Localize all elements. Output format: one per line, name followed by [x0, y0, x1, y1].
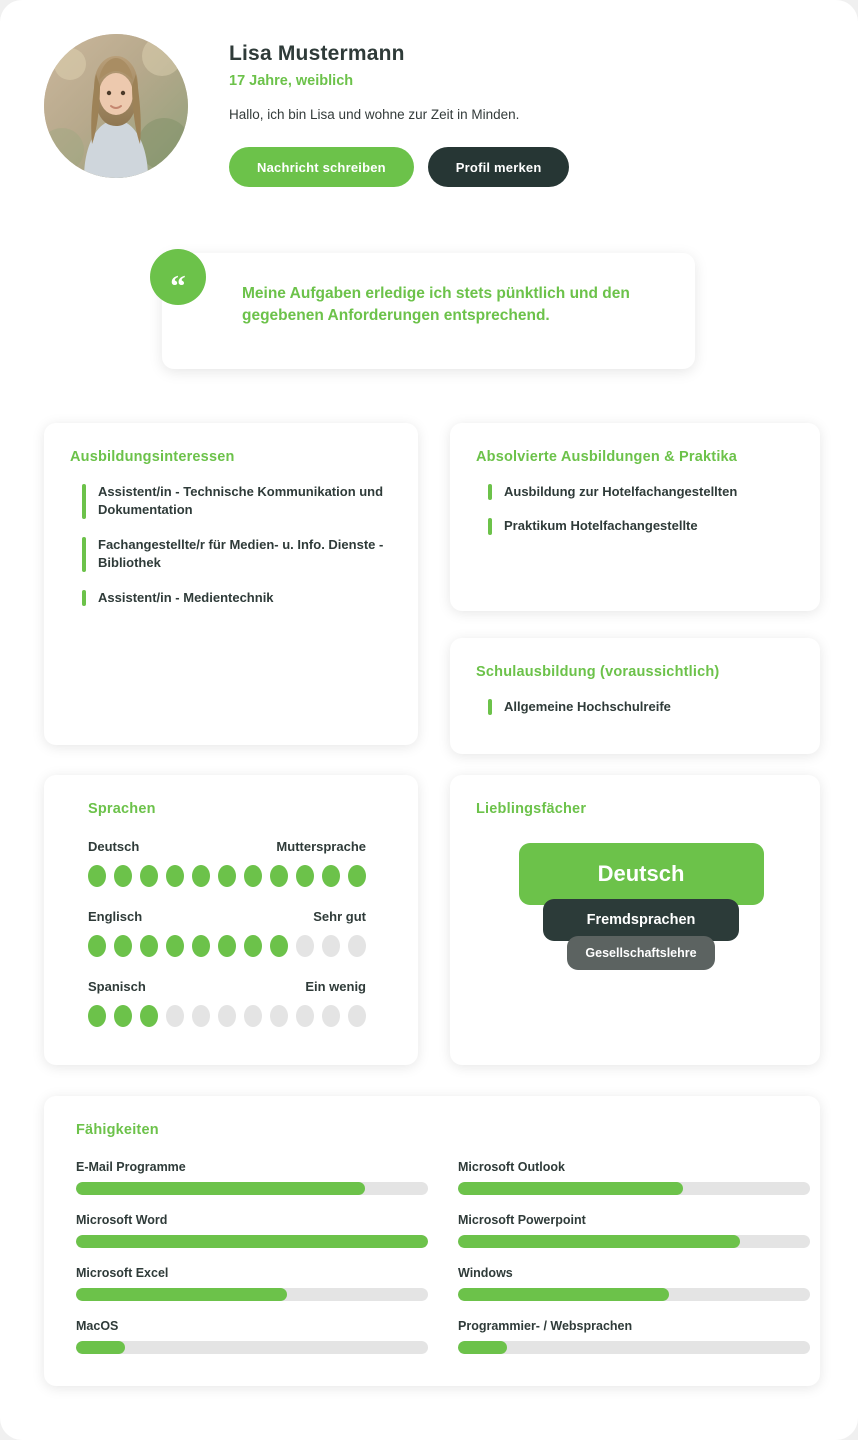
list-item: Assistent/in - Medientechnik [82, 589, 392, 607]
language-row [88, 909, 366, 957]
profile-actions [229, 147, 569, 187]
level-dot [270, 935, 288, 957]
save-profile-button[interactable]: Profil merken [428, 147, 570, 187]
skill-item [76, 1319, 428, 1354]
list-item: Assistent/in - Technische Kommunikation und Dokumentation [82, 483, 392, 520]
level-dot [114, 865, 132, 887]
avatar [44, 34, 188, 178]
skill-label: Microsoft Outlook [458, 1160, 565, 1174]
level-dot [166, 865, 184, 887]
level-dot [348, 865, 366, 887]
level-dot [244, 1005, 262, 1027]
level-dot [114, 935, 132, 957]
language-row [88, 979, 366, 1027]
level-dot [348, 1005, 366, 1027]
quote-card [162, 253, 695, 369]
card-absolvierte-ausbildungen [450, 423, 820, 611]
skill-grid [76, 1160, 788, 1354]
list-item: Ausbildung zur Hotelfachangestellten [488, 483, 794, 501]
skill-bar-track [458, 1288, 810, 1301]
card-ausbildungsinteressen [44, 423, 418, 745]
skill-bar-fill [458, 1235, 740, 1248]
skill-label: Windows [458, 1266, 513, 1280]
language-level-label: Muttersprache [276, 839, 366, 854]
language-name: Deutsch [88, 839, 140, 854]
level-dot [140, 865, 158, 887]
level-dot [88, 865, 106, 887]
profile-intro: Hallo, ich bin Lisa und wohne zur Zeit in Minden. [229, 107, 520, 122]
favorite-subject-1: Deutsch [519, 843, 764, 905]
skill-item [458, 1160, 810, 1195]
card-faehigkeiten [44, 1096, 820, 1386]
language-name: Spanisch [88, 979, 146, 994]
level-dot [296, 865, 314, 887]
schule-list [488, 698, 794, 716]
level-dot [88, 935, 106, 957]
skill-bar-track [458, 1341, 810, 1354]
skill-bar-track [458, 1235, 810, 1248]
favorite-subject-2: Fremdsprachen [543, 899, 739, 941]
level-dot [296, 935, 314, 957]
profile-header [44, 34, 814, 187]
skill-item [458, 1266, 810, 1301]
skill-bar-fill [76, 1182, 365, 1195]
language-level-dots [88, 1005, 366, 1027]
level-dot [192, 935, 210, 957]
card-schulausbildung [450, 638, 820, 754]
skill-label: Programmier- / Websprachen [458, 1319, 633, 1333]
level-dot [114, 1005, 132, 1027]
level-dot [140, 1005, 158, 1027]
level-dot [218, 935, 236, 957]
level-dot [322, 1005, 340, 1027]
profile-subline: 17 Jahre, weiblich [229, 73, 354, 89]
card-title: Sprachen [88, 801, 156, 817]
list-item: Praktikum Hotelfachangestellte [488, 517, 794, 535]
skill-item [458, 1213, 810, 1248]
level-dot [322, 865, 340, 887]
card-sprachen [44, 775, 418, 1065]
level-dot [244, 865, 262, 887]
language-row [88, 839, 366, 887]
skill-bar-fill [458, 1182, 683, 1195]
level-dot [140, 935, 158, 957]
quote-section [150, 253, 695, 373]
interessen-list [82, 483, 392, 607]
skill-item [76, 1266, 428, 1301]
quote-mark-icon: “ [150, 249, 206, 305]
skill-bar-fill [458, 1341, 507, 1354]
skill-bar-track [76, 1288, 428, 1301]
send-message-button[interactable]: Nachricht schreiben [229, 147, 414, 187]
card-title: Lieblingsfächer [476, 801, 587, 817]
language-level-dots [88, 865, 366, 887]
ausbildungen-list [488, 483, 794, 536]
list-item: Allgemeine Hochschulreife [488, 698, 794, 716]
card-title: Ausbildungsinteressen [70, 449, 235, 465]
language-level-label: Ein wenig [305, 979, 366, 994]
header-info [229, 34, 569, 187]
skill-label: E-Mail Programme [76, 1160, 186, 1174]
card-title: Fähigkeiten [76, 1122, 159, 1138]
skill-label: MacOS [76, 1319, 119, 1333]
skill-label: Microsoft Word [76, 1213, 168, 1227]
language-name: Englisch [88, 909, 143, 924]
skill-bar-fill [458, 1288, 669, 1301]
quote-text: Meine Aufgaben erledige ich stets pünktlich und den gegebenen Anforderungen entsprechend. [242, 285, 630, 325]
level-dot [218, 1005, 236, 1027]
level-dot [166, 1005, 184, 1027]
skill-item [76, 1160, 428, 1195]
list-item: Fachangestellte/r für Medien- u. Info. Dienste - Bibliothek [82, 536, 392, 573]
skill-bar-fill [76, 1235, 428, 1248]
card-title: Schulausbildung (voraussichtlich) [476, 664, 720, 680]
level-dot [270, 865, 288, 887]
level-dot [192, 1005, 210, 1027]
skill-bar-track [76, 1341, 428, 1354]
language-level-dots [88, 935, 366, 957]
level-dot [218, 865, 236, 887]
level-dot [166, 935, 184, 957]
level-dot [322, 935, 340, 957]
skill-label: Microsoft Powerpoint [458, 1213, 586, 1227]
card-title: Absolvierte Ausbildungen & Praktika [476, 449, 738, 465]
skill-label: Microsoft Excel [76, 1266, 169, 1280]
skill-bar-fill [76, 1341, 125, 1354]
level-dot [192, 865, 210, 887]
faecher-stack [488, 843, 794, 970]
page-title: Lisa Mustermann [229, 42, 405, 65]
level-dot [88, 1005, 106, 1027]
card-lieblingsfaecher [450, 775, 820, 1065]
skill-bar-fill [76, 1288, 287, 1301]
skill-item [76, 1213, 428, 1248]
level-dot [270, 1005, 288, 1027]
level-dot [296, 1005, 314, 1027]
level-dot [244, 935, 262, 957]
favorite-subject-3: Gesellschaftslehre [567, 936, 715, 970]
skill-bar-track [458, 1182, 810, 1195]
level-dot [348, 935, 366, 957]
language-level-label: Sehr gut [313, 909, 366, 924]
skill-bar-track [76, 1182, 428, 1195]
skill-item [458, 1319, 810, 1354]
avatar-photo [44, 34, 188, 178]
skill-bar-track [76, 1235, 428, 1248]
